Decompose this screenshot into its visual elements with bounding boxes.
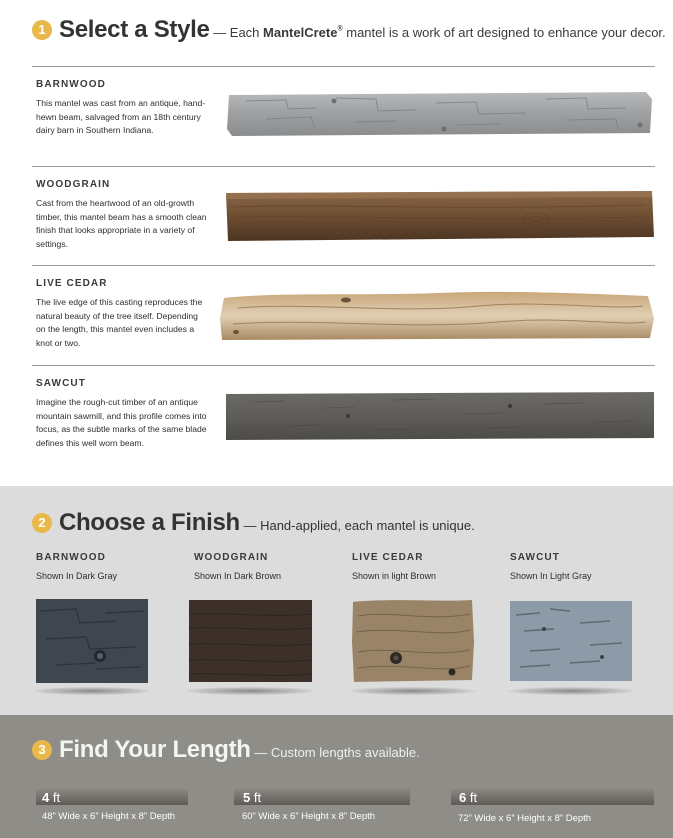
length-unit: ft: [250, 790, 262, 805]
finish-option-woodgrain[interactable]: [194, 552, 344, 581]
find-length-section: [0, 715, 673, 838]
finish-shown-in: Shown In Dark Brown: [194, 571, 282, 581]
length-6ft-label[interactable]: [459, 790, 477, 805]
live-cedar-finish-swatch[interactable]: [350, 598, 476, 684]
finish-option-barnwood[interactable]: [36, 552, 186, 581]
finish-option-live-cedar[interactable]: [352, 552, 502, 581]
length-unit: ft: [49, 790, 61, 805]
live-cedar-mantel-image: [218, 288, 656, 344]
step-2-badge: 2: [32, 513, 52, 533]
find-length-heading: [59, 736, 420, 764]
style-name: BARNWOOD: [36, 79, 106, 90]
finish-name: BARNWOOD: [36, 552, 106, 563]
choose-finish-section: [0, 486, 673, 715]
style-row-sawcut[interactable]: [32, 365, 655, 486]
step-3-badge: 3: [32, 740, 52, 760]
finish-name: SAWCUT: [510, 552, 560, 563]
finish-shown-in: Shown in light Brown: [352, 571, 437, 581]
style-row-live-cedar[interactable]: [32, 265, 655, 365]
find-length-title: Find Your Length: [59, 736, 251, 763]
sawcut-finish-swatch[interactable]: [510, 601, 632, 681]
style-row-woodgrain[interactable]: [32, 166, 655, 266]
style-name: WOODGRAIN: [36, 179, 111, 190]
style-name: SAWCUT: [36, 378, 86, 389]
select-style-subtitle: mantel is a work of art designed to enhance your decor.: [342, 25, 666, 40]
step-1-badge: 1: [32, 20, 52, 40]
finish-option-sawcut[interactable]: [510, 552, 660, 581]
swatch-shadow: [186, 687, 314, 695]
style-description: Cast from the heartwood of an old-growth timber, this mantel beam has a smooth clean finish that looks appropriate in a variety of settings.: [36, 198, 207, 249]
sawcut-mantel-image: [224, 388, 656, 444]
length-6ft-beam-bar[interactable]: [451, 789, 654, 805]
finish-shown-in: Shown In Dark Gray: [36, 571, 118, 581]
style-name: LIVE CEDAR: [36, 278, 108, 289]
length-5ft-dimensions: 60” Wide x 6” Height x 8” Depth: [242, 811, 376, 822]
length-number: 6: [459, 790, 467, 805]
length-4ft-dimensions: 48” Wide x 6” Height x 8” Depth: [42, 811, 176, 822]
style-description: Imagine the rough-cut timber of an antique mountain sawmill, and this profile comes into focus, as the subtle marks of the same blade defines this well worn beam.: [36, 397, 207, 448]
style-description: The live edge of this casting reproduces the natural beauty of the tree itself. Depending on the length, this mantel even includes a knot or two.: [36, 297, 203, 348]
swatch-shadow: [34, 687, 150, 695]
style-row-barnwood[interactable]: [32, 66, 655, 166]
select-style-heading: [59, 16, 666, 44]
length-number: 5: [243, 790, 251, 805]
choose-finish-heading: [59, 509, 475, 537]
find-length-subtitle: — Custom lengths available.: [250, 745, 420, 760]
finish-shown-in: Shown In Light Gray: [510, 571, 592, 581]
finish-name: LIVE CEDAR: [352, 552, 424, 563]
brand-name: MantelCrete: [263, 25, 338, 40]
finish-name: WOODGRAIN: [194, 552, 269, 563]
woodgrain-mantel-image: [224, 187, 656, 245]
barnwood-finish-swatch[interactable]: [36, 599, 148, 683]
choose-finish-title: Choose a Finish: [59, 509, 240, 536]
length-6ft-dimensions: 72” Wide x 6” Height x 8” Depth: [458, 813, 592, 824]
style-description: This mantel was cast from an antique, hand-hewn beam, salvaged from an 18th century dairy barn in Southern Indiana.: [36, 98, 206, 136]
length-number: 4: [42, 790, 50, 805]
select-style-dash: — Each: [209, 25, 264, 40]
woodgrain-finish-swatch[interactable]: [189, 600, 312, 682]
select-style-title: Select a Style: [59, 16, 210, 43]
length-unit: ft: [466, 790, 478, 805]
barnwood-mantel-image: [226, 89, 654, 139]
swatch-shadow: [350, 687, 476, 695]
registered-mark: ®: [337, 25, 343, 33]
length-4ft-label[interactable]: [42, 790, 60, 805]
length-5ft-label[interactable]: [243, 790, 261, 805]
swatch-shadow: [508, 687, 634, 695]
choose-finish-subtitle: — Hand-applied, each mantel is unique.: [239, 518, 475, 533]
